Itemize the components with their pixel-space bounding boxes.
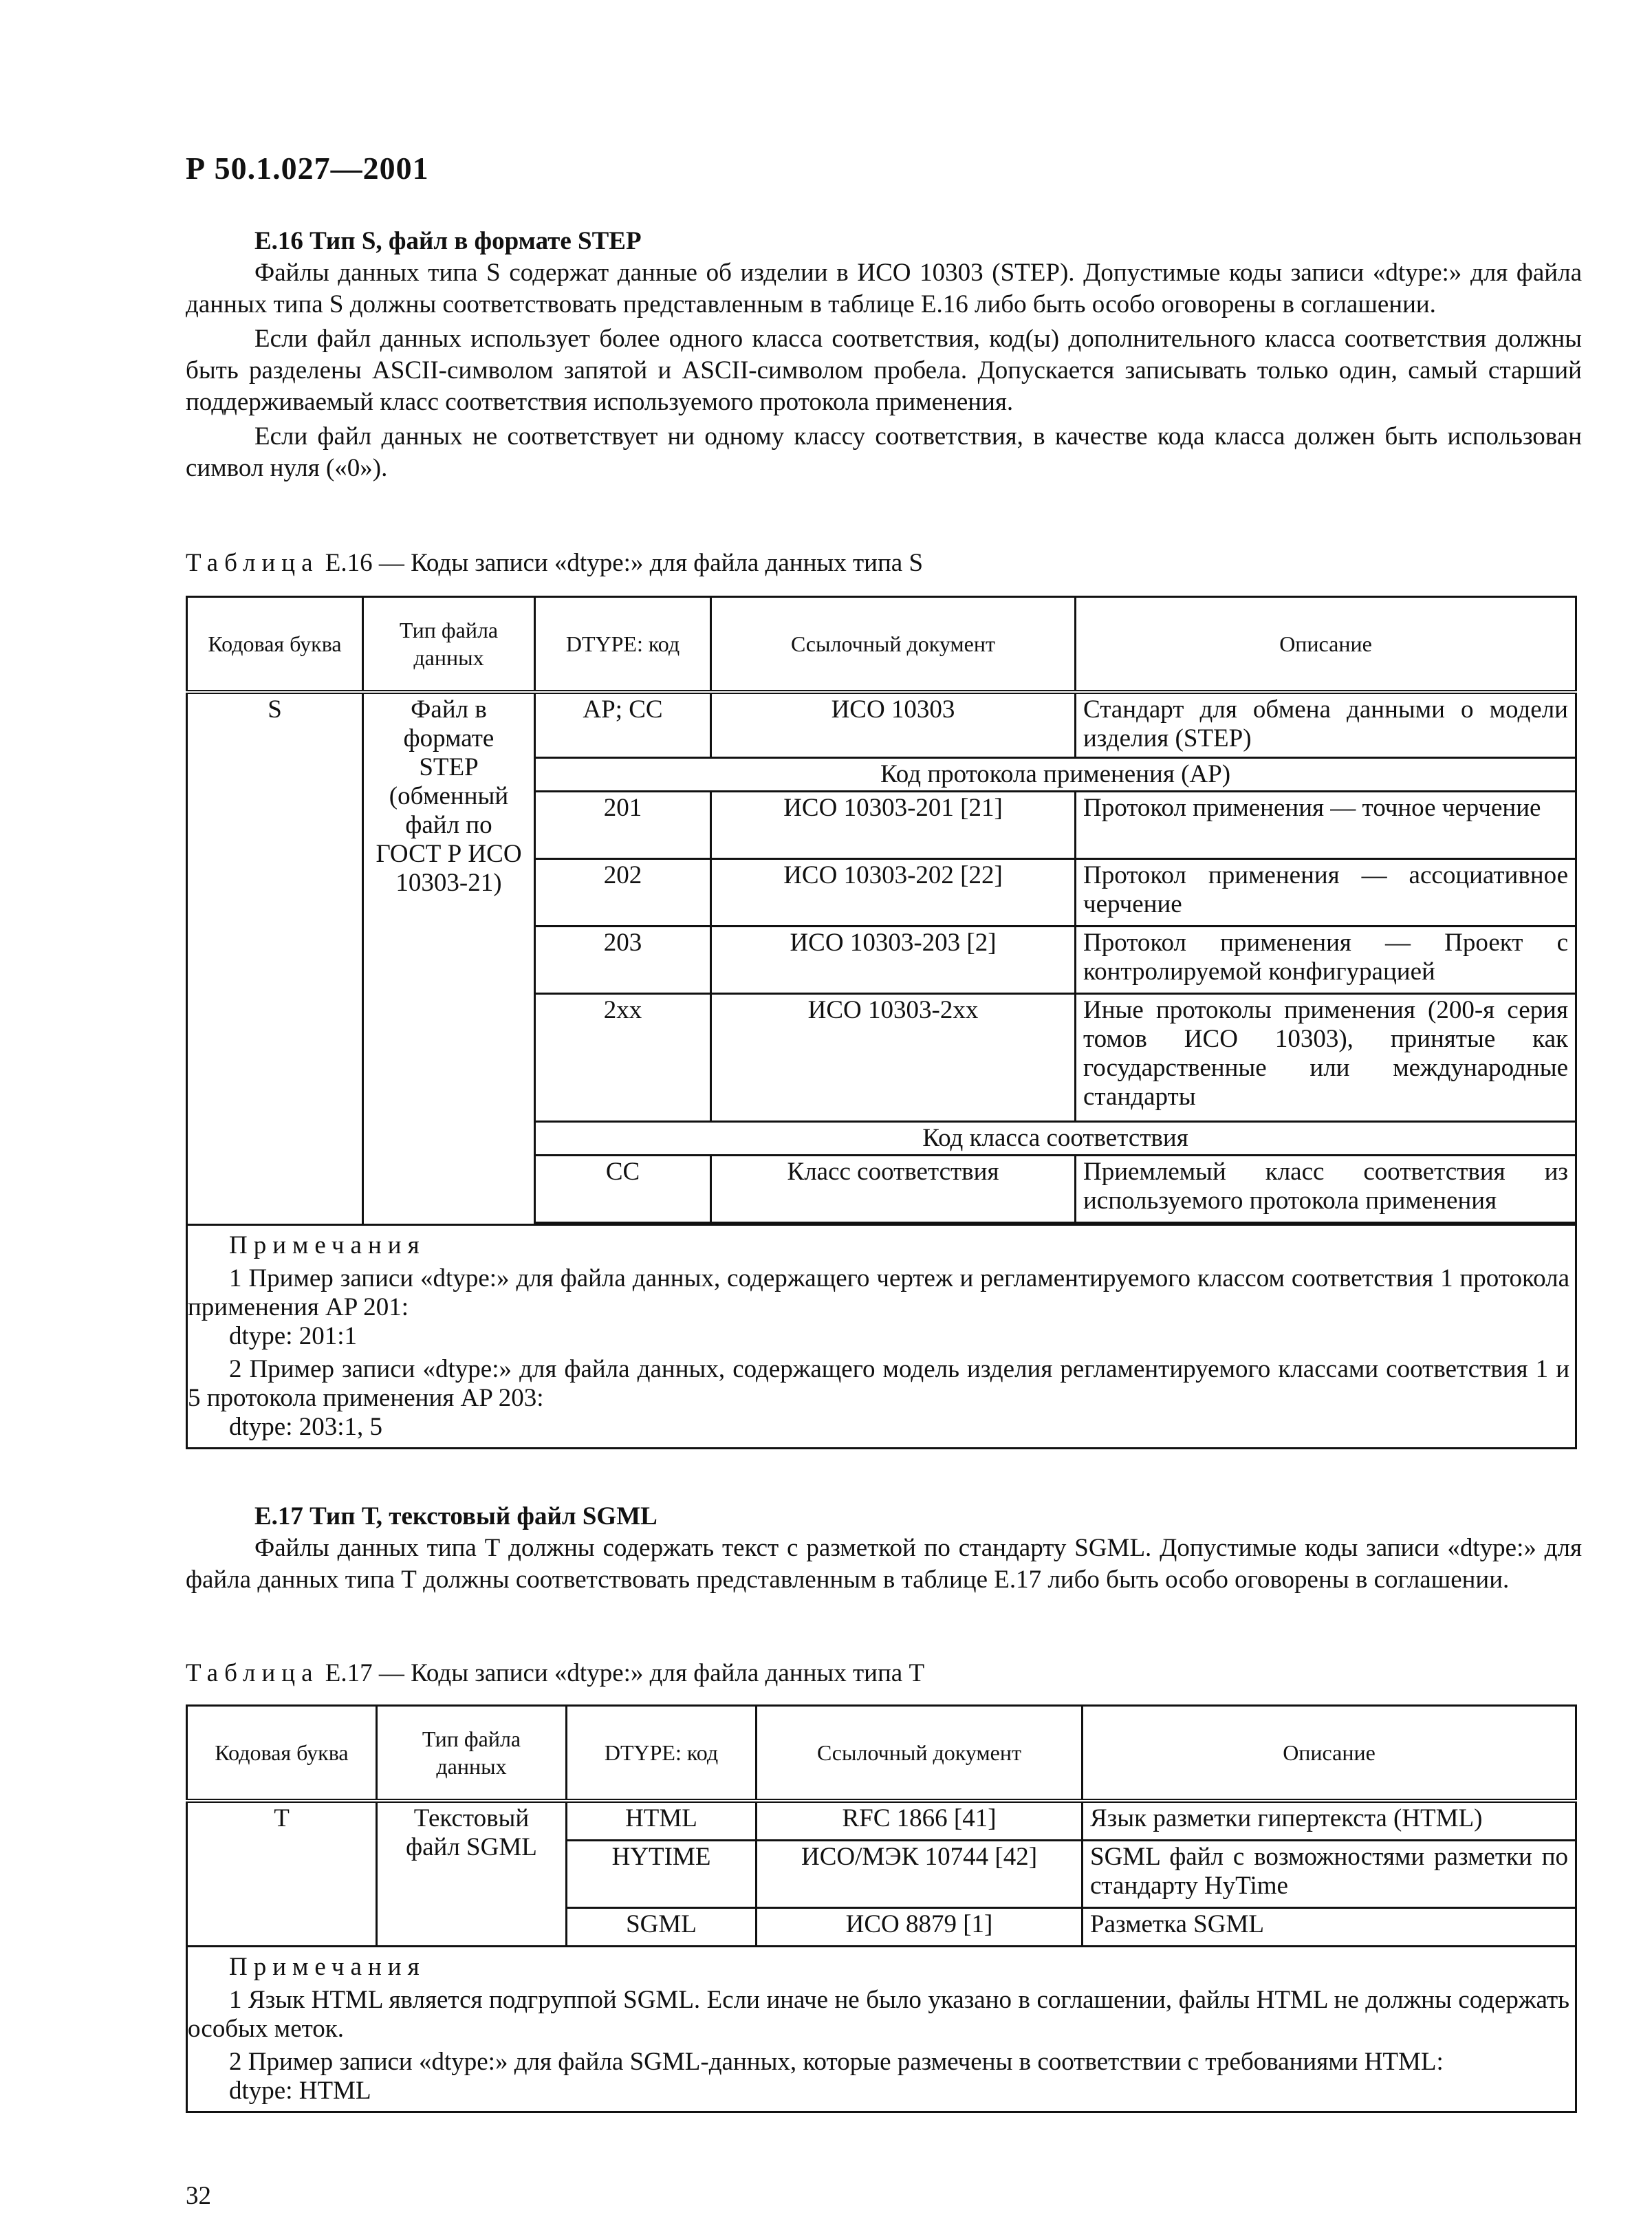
note-2: 2 Пример записи «dtype:» для файла данных, содержащего модель изделия регламентируемого классами соответствия 1 и 5 протокола применения AP 203:	[188, 1355, 1569, 1412]
note-2-example: dtype: 203:1, 5	[229, 1413, 383, 1441]
reference-doc-cell: Класс соответствия	[711, 1156, 1076, 1223]
table-header-row	[187, 1706, 1576, 1801]
description-cell: Иные протоколы применения (200-я серия томов ИСО 10303), принятые как государственные или международные стандарты	[1076, 994, 1576, 1122]
document-code-header: Р 50.1.027—2001	[186, 151, 429, 186]
dtype-code-cell: 2xx	[535, 994, 711, 1122]
section-e16-paragraph-2: Если файл данных использует более одного класса соответствия, код(ы) дополнительного класса соответствия должны быть разделены ASCII-символом запятой и ASCII-символом пробела. Допускается записывать только один, самый старший поддерживаемый класс соответствия используемого протокола применения.	[186, 325, 1582, 416]
description-cell: Стандарт для обмена данными о модели изделия (STEP)	[1076, 692, 1576, 758]
table-header-row	[187, 597, 1576, 692]
table-e16-caption-word: Таблица	[186, 549, 319, 577]
dtype-code-cell: 203	[535, 927, 711, 994]
table-row	[187, 1801, 1576, 1841]
header-description: Описание	[1083, 1706, 1576, 1801]
reference-doc-cell: ИСО 10303	[711, 692, 1076, 758]
page-number: 32	[186, 2182, 211, 2210]
dtype-code-cell: SGML	[567, 1908, 757, 1947]
reference-doc-cell: ИСО 10303-201 [21]	[711, 792, 1076, 859]
ap-protocol-code-span: Код протокола применения (AP)	[535, 758, 1576, 792]
header-code-letter: Кодовая буква	[187, 597, 363, 692]
header-file-type: Тип файла данных	[363, 597, 535, 692]
table-e17-caption	[186, 1658, 924, 1689]
header-dtype-code: DTYPE: код	[567, 1706, 757, 1801]
note-1-example: dtype: 201:1	[229, 1322, 358, 1350]
reference-doc-cell: RFC 1866 [41]	[757, 1801, 1083, 1841]
dtype-code-cell: 202	[535, 859, 711, 927]
reference-doc-cell: ИСО 10303-203 [2]	[711, 927, 1076, 994]
dtype-code-cell: CC	[535, 1156, 711, 1223]
table-row	[187, 692, 1576, 758]
header-dtype-code: DTYPE: код	[535, 597, 711, 692]
code-letter-cell: S	[187, 692, 363, 1225]
table-notes-row	[187, 1947, 1576, 2112]
description-cell: Протокол применения — Проект с контролируемой конфигурацией	[1076, 927, 1576, 994]
note-2: 2 Пример записи «dtype:» для файла SGML-данных, которые размечены в соответствии с требованиями HTML:	[229, 2048, 1444, 2076]
header-reference-doc: Ссылочный документ	[711, 597, 1076, 692]
conformance-class-code-span: Код класса соответствия	[535, 1122, 1576, 1156]
table-e17-caption-word: Таблица	[186, 1659, 319, 1687]
table-notes-row	[187, 1225, 1576, 1449]
description-cell: Язык разметки гипертекста (HTML)	[1083, 1801, 1576, 1841]
dtype-code-cell: HYTIME	[567, 1841, 757, 1908]
note-2-example: dtype: HTML	[229, 2077, 371, 2105]
section-e17	[186, 1501, 1582, 1599]
description-cell: Протокол применения — ассоциативное черчение	[1076, 859, 1576, 927]
section-e16-paragraph-1: Файлы данных типа S содержат данные об изделии в ИСО 10303 (STEP). Допустимые коды записи «dtype:» для файла данных типа S должны соответствовать представленным в таблице Е.16 либо быть особо оговорены в соглашении.	[186, 259, 1582, 318]
table-e16	[186, 596, 1577, 1449]
description-cell: Разметка SGML	[1083, 1908, 1576, 1947]
table-e17-caption-text: Е.17 — Коды записи «dtype:» для файла данных типа Т	[318, 1659, 925, 1687]
code-letter-cell: Т	[187, 1801, 377, 1947]
section-e16-paragraph-3: Если файл данных не соответствует ни одному классу соответствия, в качестве кода класса должен быть использован символ нуля («0»).	[186, 422, 1582, 482]
header-reference-doc: Ссылочный документ	[757, 1706, 1083, 1801]
table-e17	[186, 1704, 1577, 2113]
header-description: Описание	[1076, 597, 1576, 692]
note-1: 1 Пример записи «dtype:» для файла данных, содержащего чертеж и регламентируемого классом соответствия 1 протокола применения AP 201:	[188, 1264, 1569, 1321]
notes-title: Примечания	[229, 1953, 426, 1981]
reference-doc-cell: ИСО 10303-202 [22]	[711, 859, 1076, 927]
description-cell: Протокол применения — точное черчение	[1076, 792, 1576, 859]
document-page	[186, 0, 1582, 2230]
reference-doc-cell: ИСО 8879 [1]	[757, 1908, 1083, 1947]
dtype-code-cell: 201	[535, 792, 711, 859]
reference-doc-cell: ИСО 10303-2xx	[711, 994, 1076, 1122]
section-e17-heading: Е.17 Тип Т, текстовый файл SGML	[254, 1502, 657, 1530]
section-e16-heading: Е.16 Тип S, файл в формате STEP	[254, 227, 642, 255]
file-type-cell: Файл в формате STEP (обменный файл по ГОСТ Р ИСО 10303-21)	[363, 692, 535, 1225]
reference-doc-cell: ИСО/МЭК 10744 [42]	[757, 1841, 1083, 1908]
table-e16-caption	[186, 548, 923, 579]
header-file-type: Тип файла данных	[377, 1706, 567, 1801]
description-cell: Приемлемый класс соответствия из используемого протокола применения	[1076, 1156, 1576, 1223]
dtype-code-cell: AP; CC	[535, 692, 711, 758]
section-e17-paragraph: Файлы данных типа Т должны содержать текст с разметкой по стандарту SGML. Допустимые коды записи «dtype:» для файла данных типа Т должны соответствовать представленным в таблице Е.17 либо быть особо оговорены в соглашении.	[186, 1534, 1582, 1594]
header-code-letter: Кодовая буква	[187, 1706, 377, 1801]
dtype-code-cell: HTML	[567, 1801, 757, 1841]
note-1: 1 Язык HTML является подгруппой SGML. Если иначе не было указано в соглашении, файлы HTML не должны содержать особых меток.	[188, 1986, 1569, 2043]
file-type-cell: Текстовый файл SGML	[377, 1801, 567, 1947]
table-e16-caption-text: Е.16 — Коды записи «dtype:» для файла данных типа S	[318, 549, 924, 577]
notes-title: Примечания	[229, 1231, 426, 1259]
description-cell: SGML файл с возможностями разметки по стандарту HyTime	[1083, 1841, 1576, 1908]
section-e16	[186, 226, 1582, 487]
